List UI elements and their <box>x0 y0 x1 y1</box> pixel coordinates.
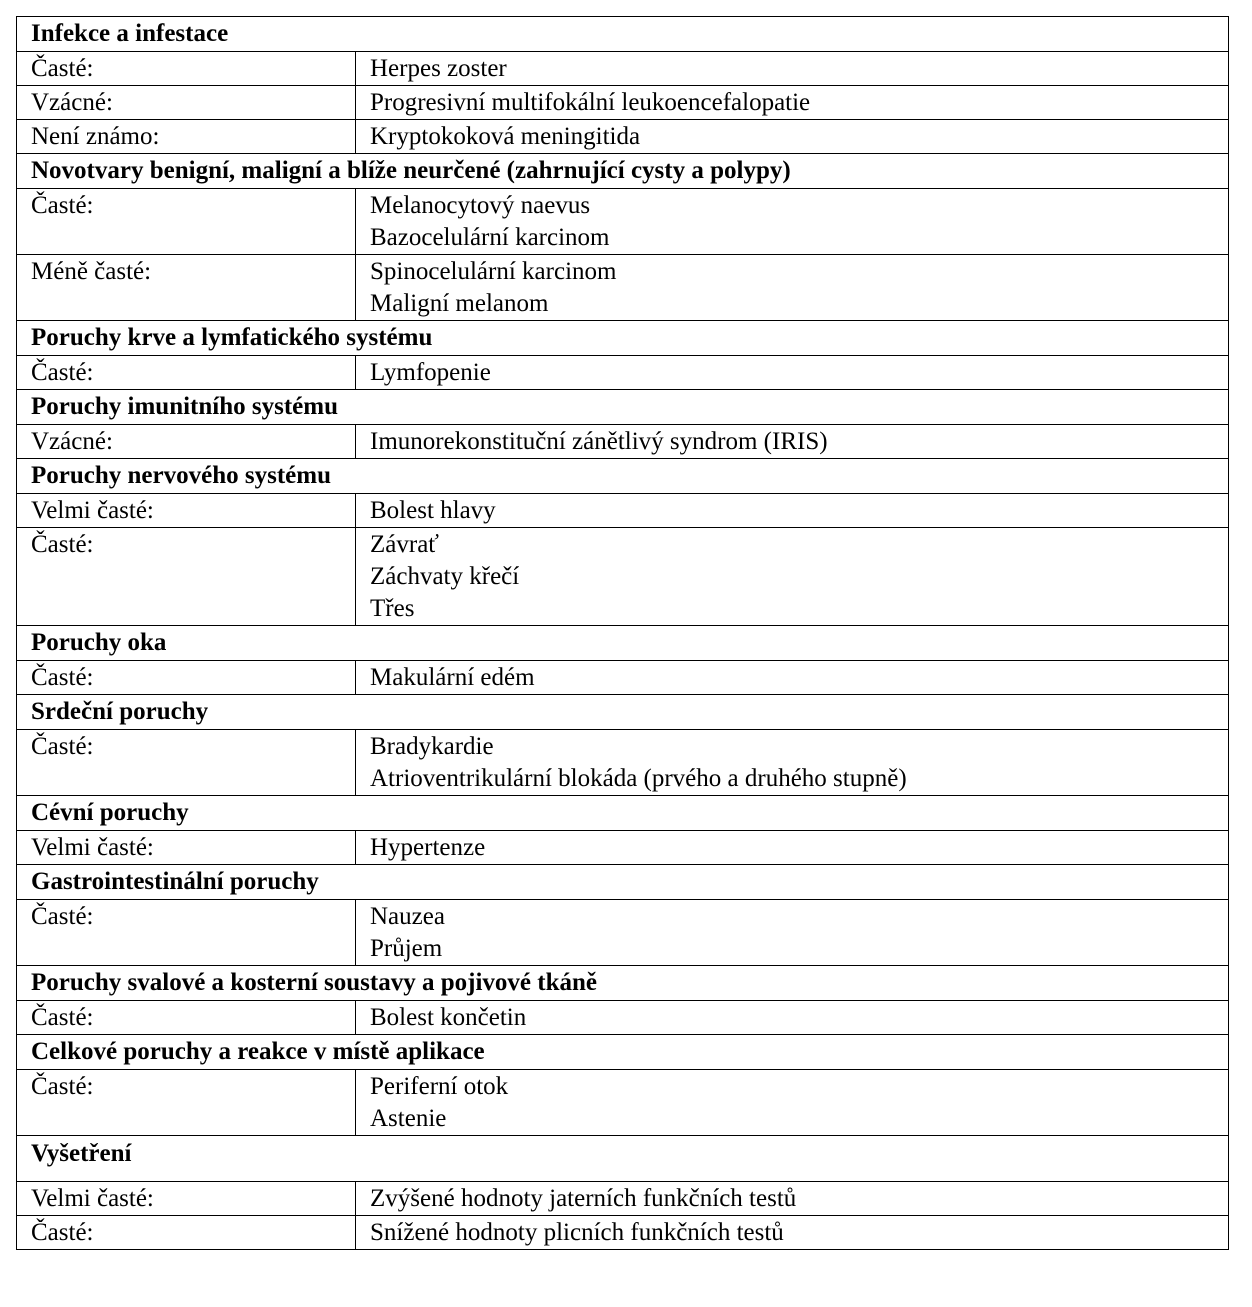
frequency-cell: Časté: <box>17 730 356 796</box>
effect-item: Bolest končetin <box>370 1004 527 1031</box>
table-row <box>17 494 1229 528</box>
frequency-cell: Časté: <box>17 1070 356 1136</box>
table-row <box>17 52 1229 86</box>
frequency-cell: Vzácné: <box>17 86 356 120</box>
category-row <box>17 865 1229 900</box>
effect-item: Periferní otok <box>370 1073 509 1100</box>
effect-item: Herpes zoster <box>370 55 507 82</box>
table-row <box>17 528 1229 626</box>
table-row <box>17 661 1229 695</box>
category-heading: Poruchy oka <box>17 626 1229 661</box>
frequency-cell: Časté: <box>17 356 356 390</box>
effects-cell <box>356 425 1229 459</box>
category-heading: Srdeční poruchy <box>17 695 1229 730</box>
category-heading: Gastrointestinální poruchy <box>17 865 1229 900</box>
frequency-cell: Časté: <box>17 1001 356 1035</box>
effect-item: Bazocelulární karcinom <box>370 224 610 251</box>
table-row <box>17 189 1229 255</box>
effect-item: Spinocelulární karcinom <box>370 258 617 285</box>
frequency-cell: Méně časté: <box>17 255 356 321</box>
category-heading: Poruchy imunitního systému <box>17 390 1229 425</box>
effects-cell <box>356 189 1229 255</box>
frequency-cell: Není známo: <box>17 120 356 154</box>
table-row <box>17 1001 1229 1035</box>
table-row <box>17 356 1229 390</box>
table-row <box>17 425 1229 459</box>
effects-cell <box>356 1001 1229 1035</box>
category-row <box>17 796 1229 831</box>
effects-cell <box>356 494 1229 528</box>
category-heading: Poruchy svalové a kosterní soustavy a pojivové tkáně <box>17 966 1229 1001</box>
table-row <box>17 1182 1229 1216</box>
effects-cell <box>356 1182 1229 1216</box>
table-row <box>17 255 1229 321</box>
frequency-cell: Velmi časté: <box>17 1182 356 1216</box>
adverse-reactions-table-body <box>17 17 1229 1250</box>
effects-cell <box>356 831 1229 865</box>
category-row <box>17 1035 1229 1070</box>
effects-cell <box>356 900 1229 966</box>
effect-item: Kryptokoková meningitida <box>370 123 641 150</box>
effect-item: Záchvaty křečí <box>370 563 520 590</box>
category-row <box>17 626 1229 661</box>
effect-item: Astenie <box>370 1105 447 1132</box>
effects-cell <box>356 1216 1229 1250</box>
category-row <box>17 695 1229 730</box>
table-row <box>17 1070 1229 1136</box>
category-heading: Infekce a infestace <box>17 17 1229 52</box>
effect-item: Bolest hlavy <box>370 497 496 524</box>
category-heading: Cévní poruchy <box>17 796 1229 831</box>
frequency-cell: Časté: <box>17 900 356 966</box>
effect-item: Průjem <box>370 935 443 962</box>
category-row <box>17 390 1229 425</box>
effects-cell <box>356 356 1229 390</box>
category-heading: Poruchy nervového systému <box>17 459 1229 494</box>
effect-item: Lymfopenie <box>370 359 491 386</box>
effect-item: Závrať <box>370 531 439 558</box>
frequency-cell: Vzácné: <box>17 425 356 459</box>
category-heading: Vyšetření <box>17 1136 1229 1182</box>
frequency-cell: Časté: <box>17 52 356 86</box>
effects-cell <box>356 52 1229 86</box>
effect-item: Snížené hodnoty plicních funkčních testů <box>370 1219 784 1246</box>
effect-item: Imunorekonstituční zánětlivý syndrom (IRIS) <box>370 428 828 455</box>
category-row <box>17 17 1229 52</box>
table-row <box>17 900 1229 966</box>
effects-cell <box>356 255 1229 321</box>
effects-cell <box>356 1070 1229 1136</box>
effect-item: Atrioventrikulární blokáda (prvého a druhého stupně) <box>370 765 907 792</box>
frequency-cell: Časté: <box>17 189 356 255</box>
category-row <box>17 321 1229 356</box>
effects-cell <box>356 528 1229 626</box>
category-row <box>17 1136 1229 1182</box>
table-row <box>17 120 1229 154</box>
frequency-cell: Velmi časté: <box>17 494 356 528</box>
effect-item: Třes <box>370 595 415 622</box>
effect-item: Progresivní multifokální leukoencefalopatie <box>370 89 811 116</box>
effect-item: Makulární edém <box>370 664 535 691</box>
effects-cell <box>356 120 1229 154</box>
category-row <box>17 154 1229 189</box>
effects-cell <box>356 86 1229 120</box>
table-row <box>17 86 1229 120</box>
effect-item: Nauzea <box>370 903 445 930</box>
frequency-cell: Časté: <box>17 661 356 695</box>
category-row <box>17 459 1229 494</box>
effect-item: Melanocytový naevus <box>370 192 591 219</box>
category-row <box>17 966 1229 1001</box>
effect-item: Hypertenze <box>370 834 486 861</box>
effects-cell <box>356 661 1229 695</box>
table-row <box>17 730 1229 796</box>
adverse-reactions-table <box>16 16 1229 1250</box>
effect-item: Zvýšené hodnoty jaterních funkčních testů <box>370 1185 797 1212</box>
category-heading: Celkové poruchy a reakce v místě aplikace <box>17 1035 1229 1070</box>
table-row <box>17 1216 1229 1250</box>
frequency-cell: Časté: <box>17 528 356 626</box>
effect-item: Maligní melanom <box>370 290 549 317</box>
table-row <box>17 831 1229 865</box>
effect-item: Bradykardie <box>370 733 494 760</box>
category-heading: Poruchy krve a lymfatického systému <box>17 321 1229 356</box>
frequency-cell: Velmi časté: <box>17 831 356 865</box>
category-heading: Novotvary benigní, maligní a blíže neurčené (zahrnující cysty a polypy) <box>17 154 1229 189</box>
frequency-cell: Časté: <box>17 1216 356 1250</box>
effects-cell <box>356 730 1229 796</box>
